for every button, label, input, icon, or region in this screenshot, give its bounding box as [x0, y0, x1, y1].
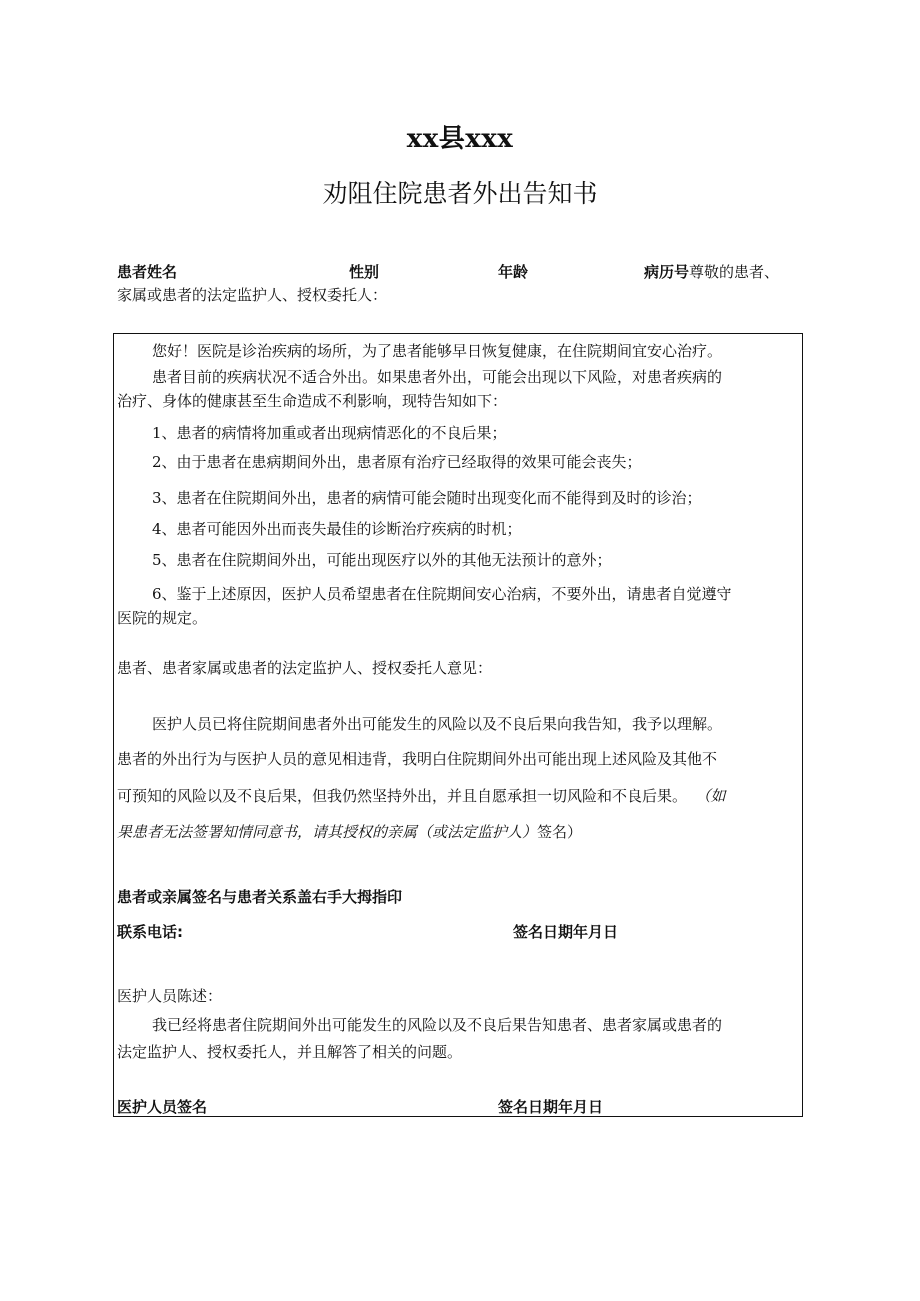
document-title: 劝阻住院患者外出告知书 [322, 179, 598, 208]
staff-statement-line-2: 法定监护人、授权委托人，并且解答了相关的问题。 [117, 1043, 463, 1061]
intro-line-2: 患者目前的疾病状况不适合外出。如果患者外出，可能会出现以下风险，对患者疾病的 [152, 368, 723, 386]
opinion-text: 可预知的风险以及不良后果，但我仍然坚持外出，并且自愿承担一切风险和不良后果。 [117, 787, 688, 805]
proxy-note-text: 果患者无法签署知情同意书，请其授权的亲属（或法定监护人） [117, 823, 538, 841]
greeting-recipients: 家属或患者的法定监护人、授权委托人： [117, 286, 388, 304]
risk-item-4: 4、患者可能因外出而丧失最佳的诊断治疗疾病的时机； [152, 520, 522, 538]
sex-label: 性别 [349, 263, 380, 281]
hospital-name: xx县xxx [406, 124, 514, 154]
opinion-line-1: 医护人员已将住院期间患者外出可能发生的风险以及不良后果向我告知，我予以理解。 [152, 715, 723, 733]
risk-item-1: 1、患者的病情将加重或者出现病情恶化的不良后果； [152, 424, 507, 442]
proxy-note-line [117, 821, 582, 842]
record-line [644, 261, 779, 282]
notice-box [113, 333, 803, 1117]
proxy-note-start: （如 [703, 787, 726, 805]
record-number-label: 病历号 [644, 263, 690, 281]
intro-line-1: 您好！医院是诊治疾病的场所，为了患者能够早日恢复健康，在住院期间宜安心治疗。 [152, 342, 723, 360]
risk-item-6-cont: 医院的规定。 [117, 609, 208, 627]
contact-phone-label: 联系电话: [117, 923, 183, 941]
opinion-heading: 患者、患者家属或患者的法定监护人、授权委托人意见： [117, 659, 493, 677]
proxy-note-end: 签名） [537, 823, 583, 841]
greeting-start: 尊敬的患者、 [689, 263, 780, 281]
opinion-line-3 [117, 785, 726, 806]
risk-item-3: 3、患者在住院期间外出，患者的病情可能会随时出现变化而不能得到及时的诊治； [152, 489, 702, 507]
risk-item-5: 5、患者在住院期间外出，可能出现医疗以外的其他无法预计的意外； [152, 551, 612, 569]
risk-item-6: 6、鉴于上述原因，医护人员希望患者在住院期间安心治病，不要外出，请患者自觉遵守 [152, 585, 732, 603]
risk-item-2: 2、由于患者在患病期间外出，患者原有治疗已经取得的效果可能会丧失； [152, 453, 642, 471]
staff-sign-date-label: 签名日期年月日 [498, 1098, 604, 1116]
patient-name-label: 患者姓名 [117, 263, 178, 281]
opinion-line-2: 患者的外出行为与医护人员的意见相违背，我明白住院期间外出可能出现上述风险及其他不 [117, 750, 718, 768]
staff-statement-heading: 医护人员陈述： [117, 987, 223, 1005]
patient-signature-line: 患者或亲属签名与患者关系盖右手大拇指印 [117, 888, 403, 906]
staff-signature-label: 医护人员签名 [117, 1098, 208, 1116]
patient-sign-date-label: 签名日期年月日 [513, 923, 619, 941]
intro-line-3: 治疗、身体的健康甚至生命造成不利影响，现特告知如下： [117, 392, 508, 410]
staff-statement-line-1: 我已经将患者住院期间外出可能发生的风险以及不良后果告知患者、患者家属或患者的 [152, 1016, 723, 1034]
age-label: 年龄 [498, 263, 529, 281]
